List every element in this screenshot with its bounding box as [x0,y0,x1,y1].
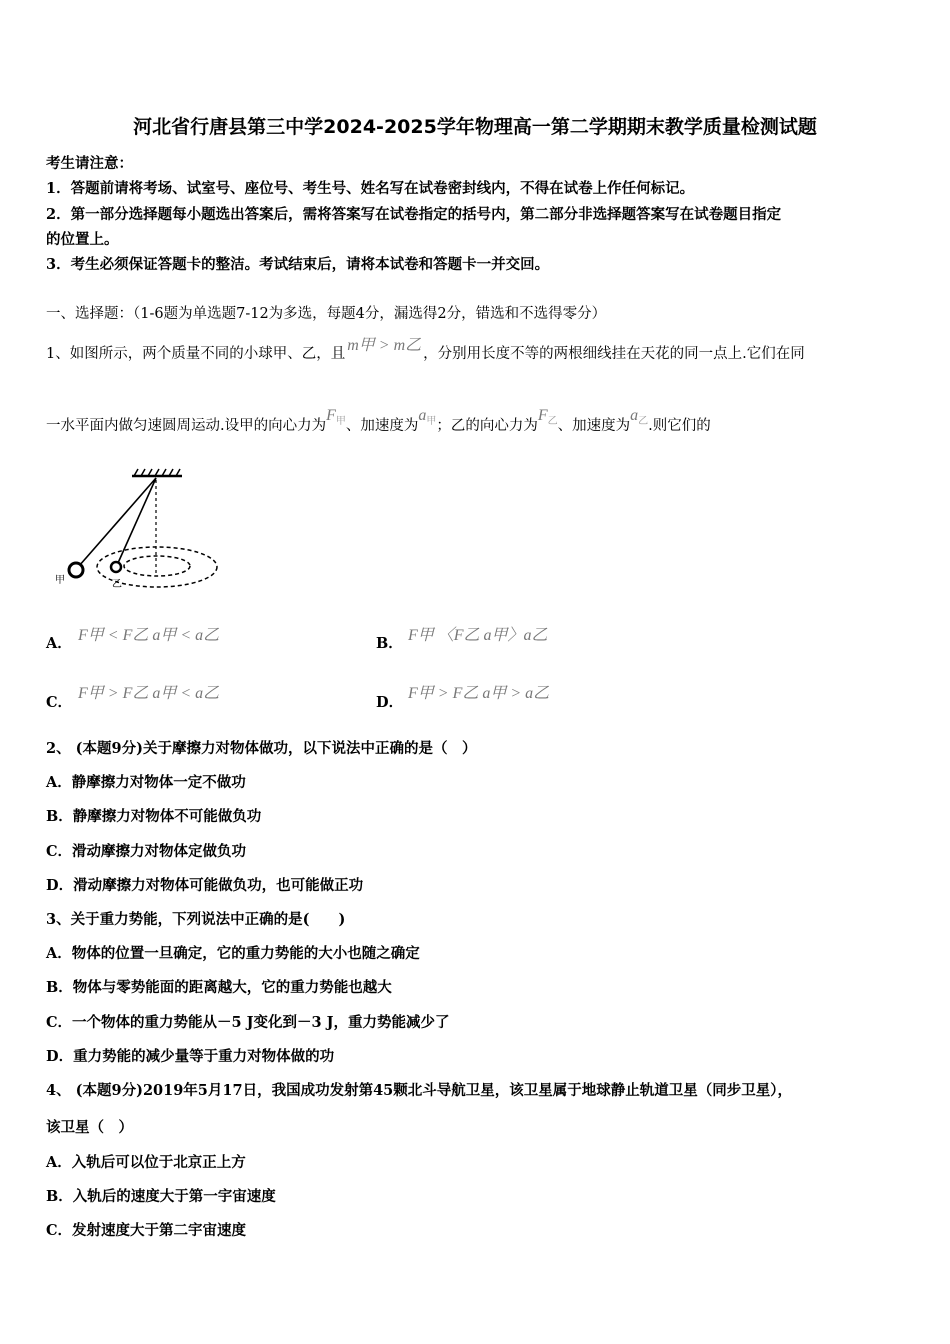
q1-force-jia: $F_甲$ [326,407,346,428]
q1-text-a: 1、如图所示，两个质量不同的小球甲、乙，且 [46,346,346,362]
page-title: 河北省行唐县第三中学2024-2025学年物理高一第二学期期末教学质量检测试题 [133,116,817,138]
q2-option-d[interactable]: D．滑动摩擦力对物体可能做负功，也可能做正功 [46,877,364,894]
q1-text-g: .则它们的 [648,418,711,434]
q3-stem: 3、关于重力势能，下列说法中正确的是( ) [46,911,346,928]
q1-text-e: ；乙的向心力为 [436,418,538,434]
notice-item: 3．考生必须保证答题卡的整洁。考试结束后，请将本试卷和答题卡一并交回。 [46,256,550,273]
q1-figure [50,466,225,594]
q1-text [46,337,805,363]
string-yi [118,478,156,563]
orbit-yi [124,556,190,576]
notice-item: 2．第一部分选择题每小题选出答案后，需将答案写在试卷指定的括号内，第二部分非选择题答案写在试卷题目指定 [46,206,782,223]
q4-stem-line2: 该卫星（ ） [46,1119,133,1136]
ball-jia [69,563,83,577]
q3-option-a[interactable]: A．物体的位置一旦确定，它的重力势能的大小也随之确定 [46,945,420,962]
q4-option-b[interactable]: B．入轨后的速度大于第一宇宙速度 [46,1188,276,1205]
label-yi: 乙 [112,579,122,590]
q1-option-d[interactable]: F甲 > F乙 a甲 > a乙 [408,685,550,702]
q1-option-c[interactable]: F甲 > F乙 a甲 < a乙 [78,685,220,702]
q1-text-d: 、加速度为 [345,418,419,434]
q1-accel-jia: $a_甲$ [418,407,437,428]
q1-force-yi: $F_乙$ [537,407,558,428]
q1-mass-relation: m甲 > m乙 [347,337,422,354]
q4-option-a[interactable]: A．入轨后可以位于北京正上方 [46,1154,246,1171]
ball-yi [111,562,121,572]
q1-option-a[interactable]: F甲 < F乙 a甲 < a乙 [78,627,220,644]
q1-text-b: ，分别用长度不等的两根细线挂在天花的同一点上.它们在同 [423,346,805,362]
q2-option-b[interactable]: B．静摩擦力对物体不可能做负功 [46,808,262,825]
q3-option-c[interactable]: C．一个物体的重力势能从－5 J变化到－3 J，重力势能减少了 [46,1014,450,1031]
string-jia [79,478,156,566]
notice-item: 的位置上。 [46,231,119,248]
q1-option-d-label[interactable]: D． [376,694,404,711]
q4-option-c[interactable]: C．发射速度大于第二宇宙速度 [46,1222,247,1239]
q3-option-d[interactable]: D．重力势能的减少量等于重力对物体做的功 [46,1048,335,1065]
q1-option-b[interactable]: F甲 〈F乙 a甲〉a乙 [408,627,548,644]
q1-option-c-label[interactable]: C． [46,694,73,711]
label-jia: 甲 [55,575,65,586]
q3-option-b[interactable]: B．物体与零势能面的距离越大，它的重力势能也越大 [46,979,392,996]
notice-item: 1．答题前请将考场、试室号、座位号、考生号、姓名写在试卷密封线内，不得在试卷上作任何标记。 [46,180,695,197]
q1-option-b-label[interactable]: B． [376,635,403,652]
q2-stem: 2、 (本题9分)关于摩擦力对物体做功，以下说法中正确的是（ ） [46,740,477,757]
q4-stem: 4、 (本题9分)2019年5月17日，我国成功发射第45颗北斗导航卫星，该卫星属于地球静止轨道卫星（同步卫星）， [46,1082,792,1099]
notice-heading: 考生请注意： [46,155,133,172]
q2-option-c[interactable]: C．滑动摩擦力对物体定做负功 [46,843,247,860]
q1-accel-yi: $a_乙$ [630,407,649,428]
q2-option-a[interactable]: A．静摩擦力对物体一定不做功 [46,774,246,791]
section-heading: 一、选择题：（1-6题为单选题7-12为多选，每题4分，漏选得2分，错选和不选得零分） [46,306,607,322]
q1-option-a-label[interactable]: A． [46,635,72,652]
q1-text-line2 [46,407,711,437]
q1-text-f: 、加速度为 [557,418,631,434]
q1-text-c: 一水平面内做匀速圆周运动.设甲的向心力为 [46,418,327,434]
